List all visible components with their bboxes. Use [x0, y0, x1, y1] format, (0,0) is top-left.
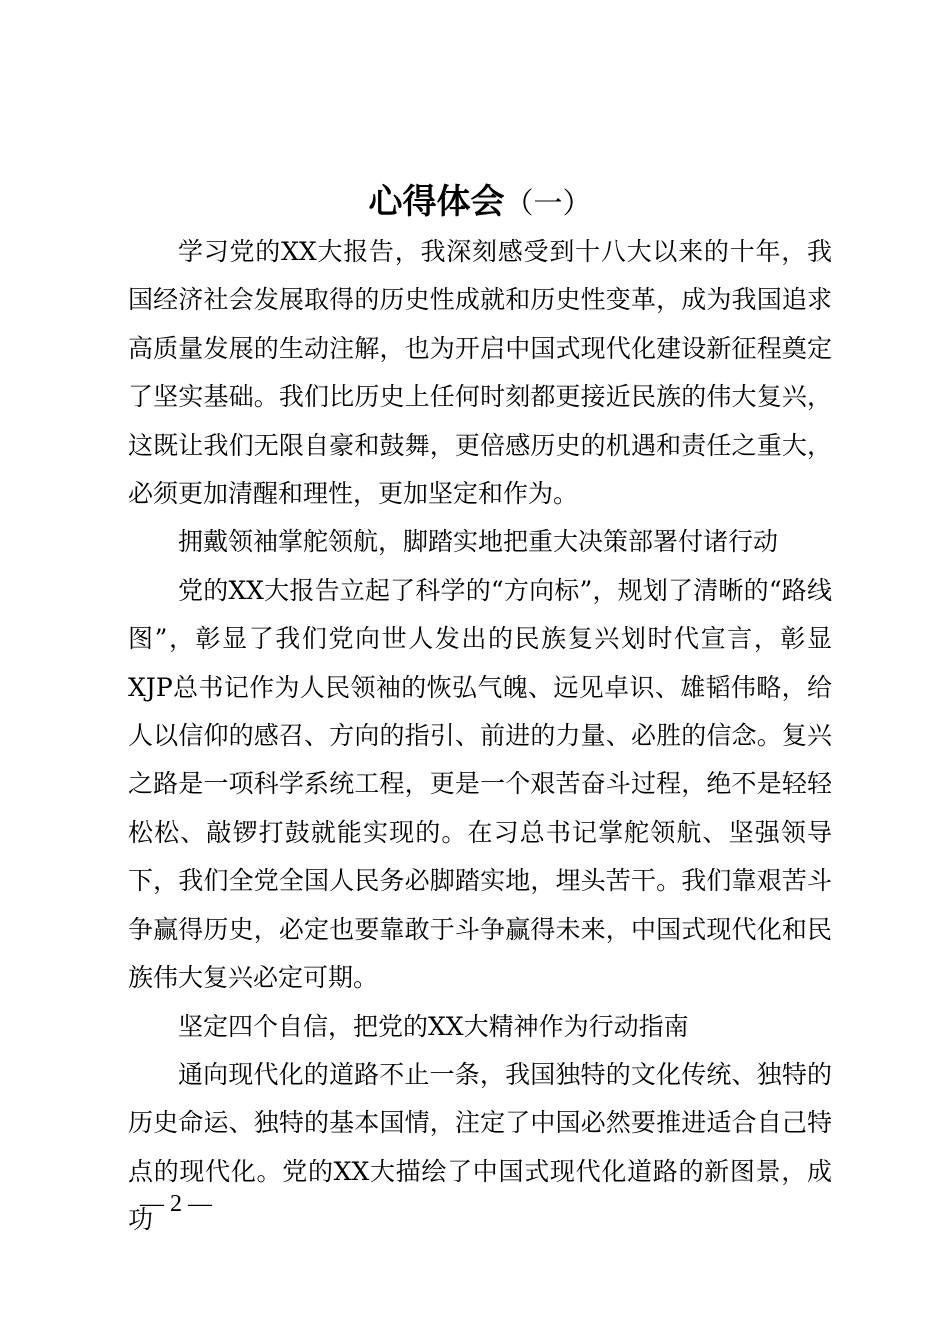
document-body [128, 228, 832, 1245]
section-heading-leadership: 拥戴领袖掌舵领航，脚踏实地把重大决策部署付诸行动 [178, 527, 779, 557]
section-heading-confidence: 坚定四个自信，把党的XX大精神作为行动指南 [178, 1011, 689, 1041]
title-main: 心得体会 [368, 182, 505, 222]
paragraph-confidence: 通向现代化的道路不止一条，我国独特的文化传统、独特的历史命运、独特的基本国情，注定了中国必然要推进适合自己特点的现代化。党的XX大描绘了中国式现代化道路的新图景，成功 [128, 1059, 832, 1235]
document-title [128, 176, 832, 229]
paragraph-leadership: 党的XX大报告立起了科学的“方向标”，规划了清晰的“路线图”，彰显了我们党向世人发出的民族复兴划时代宣言，彰显XJP总书记作为人民领袖的恢弘气魄、远见卓识、雄韬伟略，给人以信仰的感召、方向的指引、前进的力量、必胜的信念。复兴之路是一项科学系统工程，更是一个艰苦奋斗过程，绝不是轻轻松松、敲锣打鼓就能实现的。在习总书记掌舵领航、坚强领导下，我们全党全国人民务必脚踏实地，埋头苦干。我们靠艰苦斗争赢得历史，必定也要靠敢于斗争赢得未来，中国式现代化和民族伟大复兴必定可期。 [128, 575, 832, 993]
page-number: — 2 — [140, 1191, 212, 1217]
paragraph-intro: 学习党的XX大报告，我深刻感受到十八大以来的十年，我国经济社会发展取得的历史性成就和历史性变革，成为我国追求高质量发展的生动注解，也为开启中国式现代化建设新征程奠定了坚实基础。我们比历史上任何时刻都更接近民族的伟大复兴，这既让我们无限自豪和鼓舞，更倍感历史的机遇和责任之重大，必须更加清醒和理性，更加坚定和作为。 [128, 237, 832, 509]
title-sub: （一） [504, 186, 592, 220]
